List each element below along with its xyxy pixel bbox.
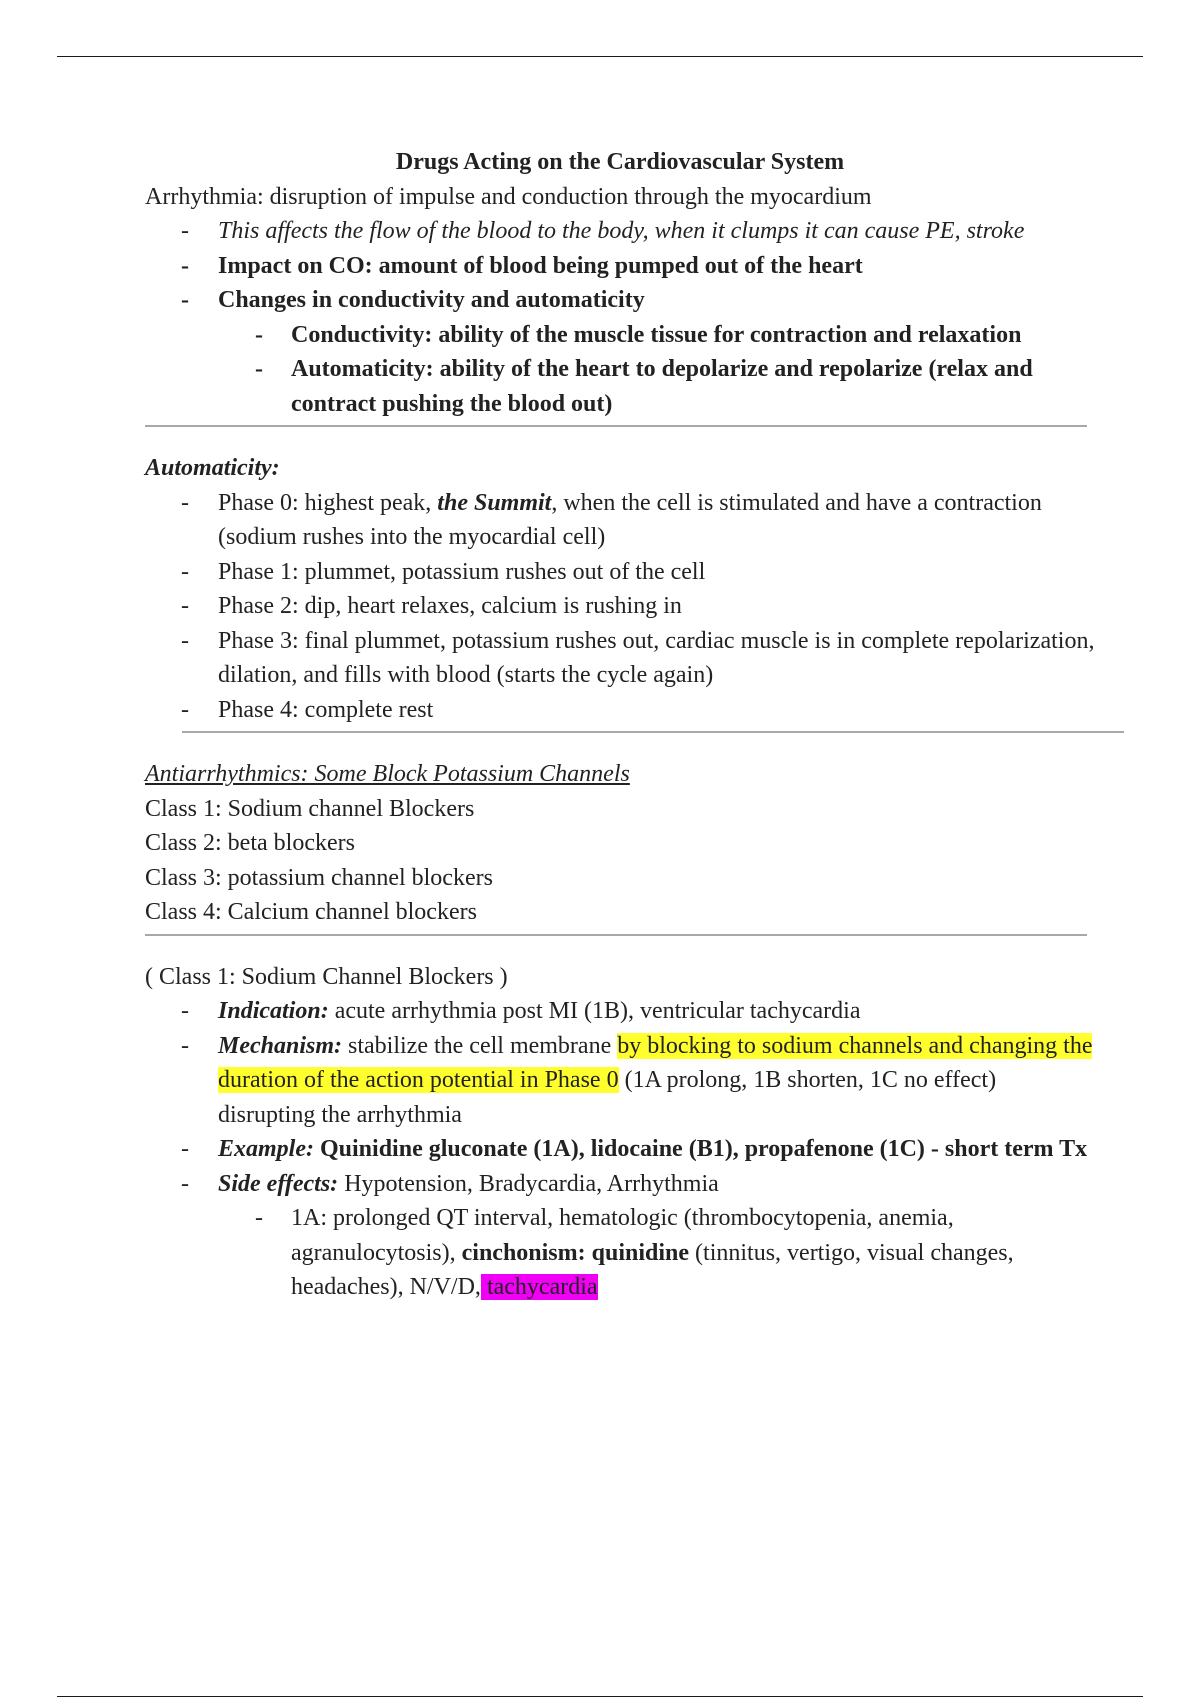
- sub-list-item: [145, 1201, 1095, 1305]
- bullet-text: Conductivity: ability of the muscle tissue for contraction and relaxation: [291, 321, 1022, 348]
- bullet-dash: -: [181, 218, 189, 244]
- class-line: Class 2: beta blockers: [145, 830, 355, 856]
- bullet-text: Impact on CO: amount of blood being pumped out of the heart: [218, 252, 863, 279]
- bullet-text: Hypotension, Bradycardia, Arrhythmia: [338, 1170, 719, 1197]
- list-item: [145, 994, 1095, 1029]
- bullet-dash: -: [181, 593, 189, 619]
- section-divider: [145, 425, 1087, 427]
- bullet-text: (tinnitus, vertigo, visual changes, headaches), N/V/D,: [291, 1239, 1014, 1300]
- bullet-text: acute arrhythmia post MI (1B), ventricular tachycardia: [328, 998, 861, 1024]
- bullet-dash: -: [181, 252, 189, 279]
- bullet-text: Phase 4: complete rest: [218, 696, 434, 723]
- bullet-text: Phase 2: dip, heart relaxes, calcium is rushing in: [218, 593, 682, 619]
- list-item: [145, 1132, 1095, 1167]
- emphasis-text: the Summit: [437, 489, 552, 516]
- example-label: Example:: [218, 1136, 314, 1162]
- list-item: [145, 693, 1095, 728]
- class-line: Class 4: Calcium channel blockers: [145, 899, 477, 925]
- bullet-dash: -: [181, 696, 189, 723]
- highlighted-text: by blocking to sodium channels and changing the duration of the action potential in Phase 0: [218, 1032, 1093, 1093]
- bullet-dash: -: [181, 1136, 189, 1162]
- class-line: Class 3: potassium channel blockers: [145, 864, 493, 891]
- automaticity-heading: Automaticity:: [145, 455, 280, 481]
- bullet-dash: -: [255, 321, 263, 348]
- sub-list-item: [145, 352, 1095, 421]
- section-divider: [182, 731, 1124, 733]
- bullet-dash: -: [181, 287, 189, 313]
- antiarrhythmics-heading-text: Antiarrhythmics: Some Block Potassium Channels: [145, 761, 630, 787]
- bullet-dash: -: [181, 489, 189, 516]
- list-item: [145, 589, 1095, 624]
- sub-list-item: [145, 318, 1095, 353]
- list-item: [145, 1029, 1095, 1133]
- class1-heading: ( Class 1: Sodium Channel Blockers ): [145, 963, 508, 990]
- document-body: [145, 145, 1095, 1305]
- page-bottom-rule: [57, 1696, 1143, 1697]
- bullet-text: , when the cell is stimulated and have a contraction (sodium rushes into the myocardial cell): [218, 489, 1042, 550]
- bullet-dash: -: [181, 558, 189, 585]
- bullet-dash: -: [181, 627, 189, 654]
- antiarrhythmics-heading: [145, 757, 1095, 792]
- bullet-text: Phase 1: plummet, potassium rushes out of the cell: [218, 558, 706, 585]
- bold-text: cinchonism: quinidine: [461, 1239, 690, 1266]
- bullet-text: Automaticity: ability of the heart to depolarize and repolarize (relax and contract pushing the blood out): [291, 356, 1033, 417]
- bullet-text: (1A prolong, 1B shorten, 1C no effect) disrupting the arrhythmia: [218, 1067, 997, 1128]
- bullet-text: This affects the flow of the blood to the body, when it clumps it can cause PE, stroke: [218, 218, 1025, 244]
- side-effects-label: Side effects:: [218, 1170, 339, 1197]
- bullet-text: Phase 0: highest peak,: [218, 489, 438, 516]
- bullet-dash: -: [181, 1032, 189, 1059]
- arrhythmia-intro: Arrhythmia: disruption of impulse and conduction through the myocardium: [145, 183, 872, 210]
- bullet-dash: -: [255, 356, 263, 382]
- bullet-text: Phase 3: final plummet, potassium rushes out, cardiac muscle is in complete repolarization, dilation, and fills with blood (starts the cycle again): [218, 627, 1095, 688]
- list-item: [145, 486, 1095, 555]
- highlighted-text: tachycardia: [480, 1274, 598, 1300]
- bullet-text: stabilize the cell membrane: [342, 1032, 618, 1059]
- page-top-rule: [57, 56, 1143, 57]
- bullet-text: Quinidine gluconate (1A), lidocaine (B1), propafenone (1C) - short term Tx: [314, 1136, 1088, 1162]
- list-item: [145, 555, 1095, 590]
- bullet-text: Changes in conductivity and automaticity: [218, 287, 645, 313]
- indication-label: Indication:: [218, 998, 329, 1024]
- list-item: [145, 624, 1095, 693]
- list-item: [145, 1167, 1095, 1202]
- bullet-dash: -: [181, 998, 189, 1024]
- document-title: Drugs Acting on the Cardiovascular System: [395, 149, 845, 175]
- bullet-dash: -: [181, 1170, 189, 1197]
- section-divider: [145, 934, 1087, 936]
- bullet-dash: -: [255, 1205, 263, 1231]
- list-item: [145, 283, 1095, 318]
- bullet-text: 1A: prolonged QT interval, hematologic (thrombocytopenia, anemia, agranulocytosis),: [291, 1205, 954, 1266]
- list-item: [145, 214, 1095, 249]
- list-item: [145, 249, 1095, 284]
- mechanism-label: Mechanism:: [218, 1032, 343, 1059]
- class-line: Class 1: Sodium channel Blockers: [145, 795, 475, 822]
